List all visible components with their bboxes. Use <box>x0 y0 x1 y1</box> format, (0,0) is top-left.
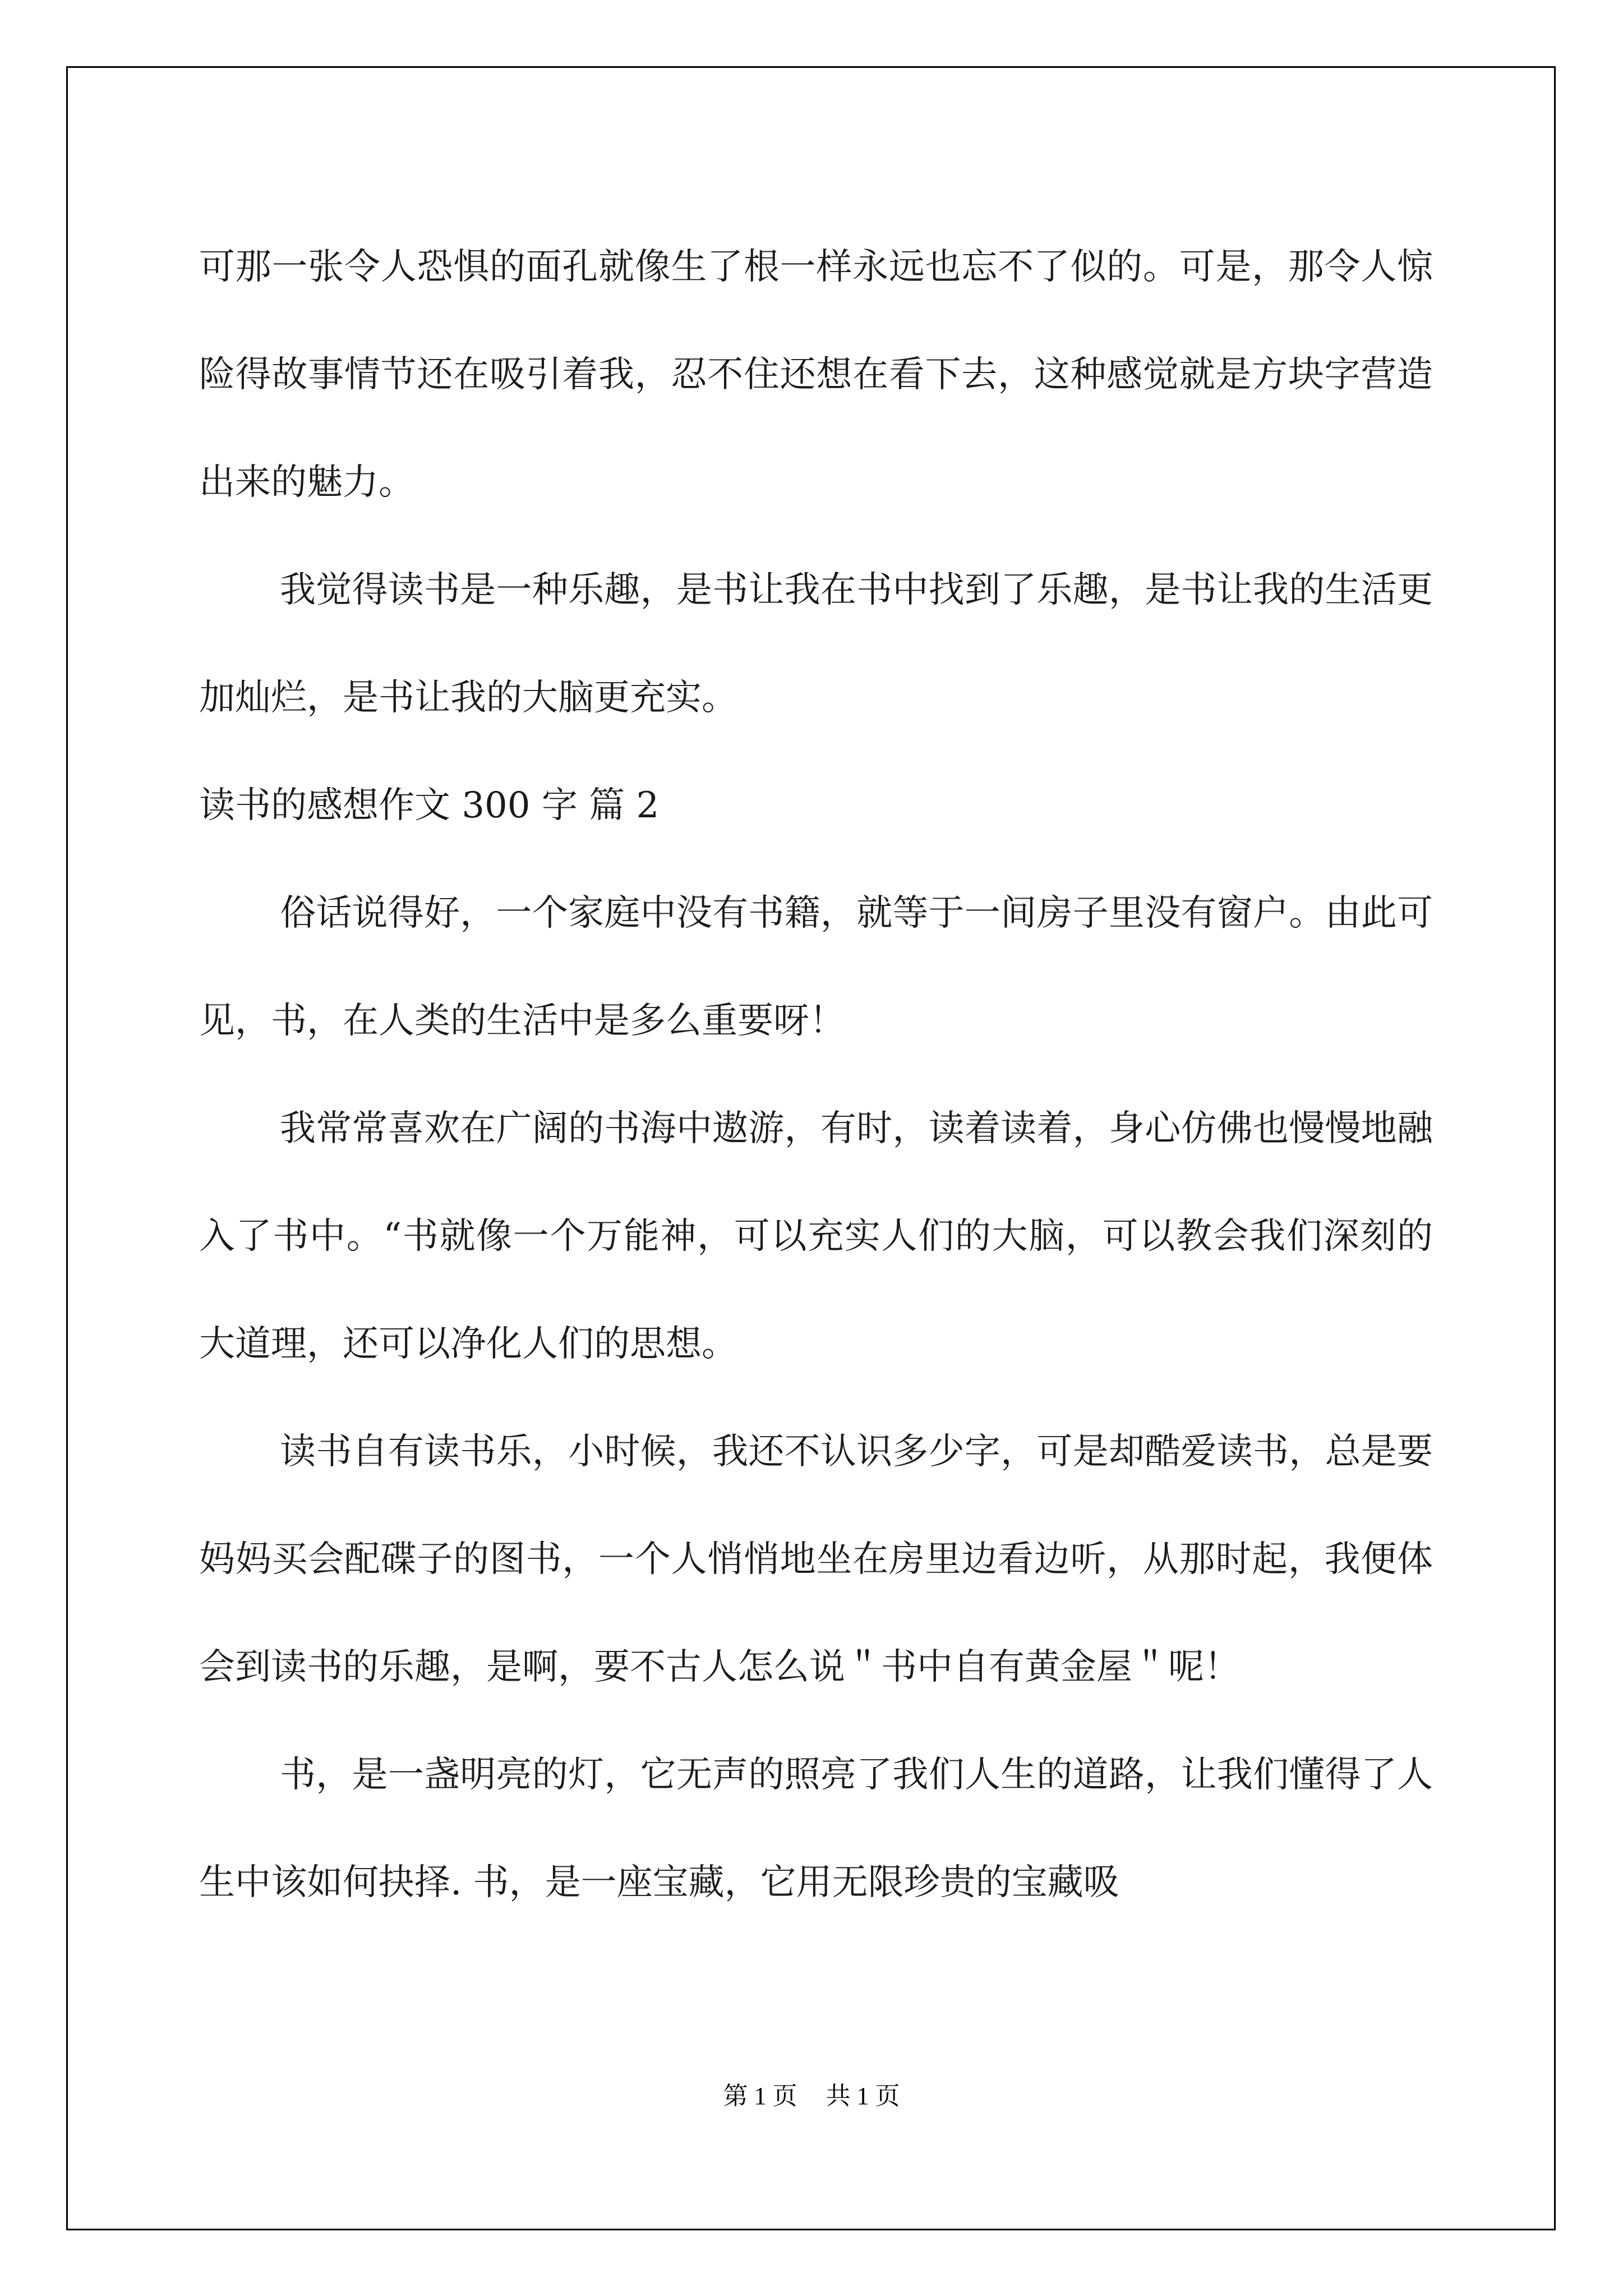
paragraph-reading-joy: 我觉得读书是一种乐趣，是书让我在书中找到了乐趣，是书让我的生活更加灿烂，是书让我的大脑更充实。 <box>199 569 1433 719</box>
page-footer <box>0 2076 1623 2111</box>
document-body <box>199 213 1433 1936</box>
section-heading: 读书的感想作文 300 字 篇 2 <box>199 785 660 826</box>
page-total: 共 1 页 <box>826 2082 900 2110</box>
paragraph-book-sea: 我常常喜欢在广阔的书海中遨游，有时，读着读着，身心仿佛也慢慢地融入了书中。“书就像一个万能神，可以充实人们的大脑，可以教会我们深刻的大道理，还可以净化人们的思想。 <box>199 1108 1433 1365</box>
page-number: 第 1 页 <box>723 2082 797 2110</box>
paragraph-book-lamp: 书，是一盏明亮的灯，它无声的照亮了我们人生的道路，让我们懂得了人生中该如何抉择. 书，是一座宝藏，它用无限珍贵的宝藏吸 <box>199 1754 1433 1903</box>
paragraph-proverb: 俗话说得好，一个家庭中没有书籍，就等于一间房子里没有窗户。由此可见，书，在人类的生活中是多么重要呀！ <box>199 892 1433 1042</box>
paragraph-childhood: 读书自有读书乐，小时候，我还不认识多少字，可是却酷爱读书，总是要妈妈买会配碟子的图书，一个人悄悄地坐在房里边看边听，从那时起，我便体会到读书的乐趣，是啊，要不古人怎么说＂书中自有黄金屋＂呢！ <box>199 1431 1433 1688</box>
paragraph-continuation: 可那一张令人恐惧的面孔就像生了根一样永远也忘不了似的。可是，那令人惊险得故事情节还在吸引着我，忍不住还想在看下去，这种感觉就是方块字营造出来的魅力。 <box>199 246 1433 503</box>
